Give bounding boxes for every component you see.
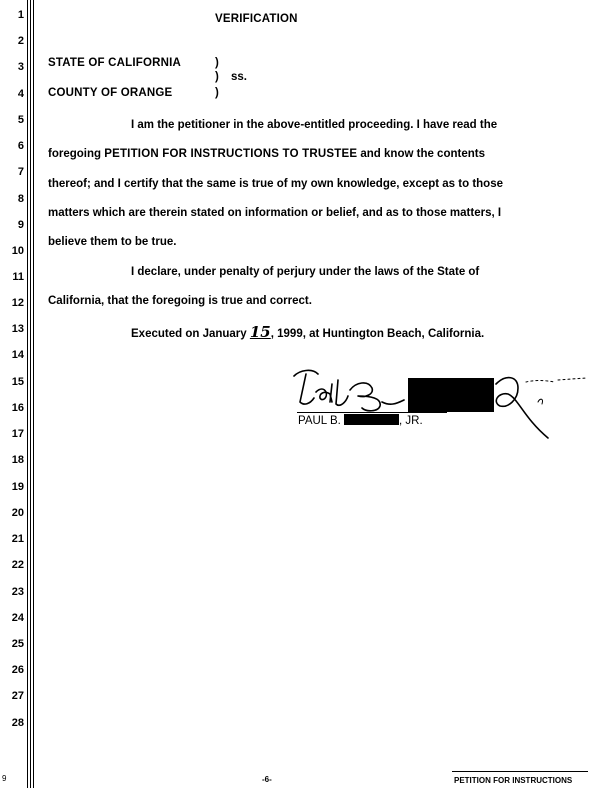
petition-title: PETITION FOR INSTRUCTIONS TO TRUSTEE: [104, 148, 358, 160]
body-paragraph-1-line-4: matters which are therein stated on information or belief, and as to those matters, I: [48, 207, 502, 219]
signature-redaction: [408, 378, 494, 412]
line-number: 22: [11, 559, 24, 571]
line-number: 2: [17, 35, 24, 47]
footer-page-number: -6-: [262, 775, 272, 784]
line-number: 28: [11, 717, 24, 729]
line-number: 19: [11, 481, 24, 493]
line-number: 13: [11, 323, 24, 335]
name-redaction: [344, 414, 399, 425]
line-number: 9: [17, 219, 24, 231]
line-number: 24: [11, 612, 24, 624]
footer-left-mark: 9: [2, 774, 7, 783]
margin-rule-left-2: [30, 0, 31, 788]
execution-day-handwritten: 15: [249, 323, 271, 341]
venue-brace-bottom: ): [215, 87, 219, 99]
execution-line: [131, 325, 484, 341]
line-number: 5: [17, 114, 24, 126]
margin-rule-left-3: [33, 0, 34, 788]
line-number: 18: [11, 454, 24, 466]
line-number: 23: [11, 586, 24, 598]
footer-rule: [452, 771, 588, 772]
signer-name-suffix: , JR.: [399, 415, 423, 427]
line-number: 11: [12, 271, 24, 283]
line-number: 20: [11, 507, 24, 519]
line-number: 4: [17, 88, 24, 100]
body-text: and know the contents: [357, 148, 485, 160]
line-number: 25: [11, 638, 24, 650]
line-number: 27: [11, 690, 24, 702]
line-number: 16: [11, 402, 24, 414]
body-paragraph-1-line-3: thereof; and I certify that the same is true of my own knowledge, except as to those: [48, 178, 503, 190]
venue-state: STATE OF CALIFORNIA: [48, 57, 182, 69]
document-heading: VERIFICATION: [215, 13, 298, 25]
line-number: 26: [11, 664, 24, 676]
body-text: foregoing: [48, 148, 105, 160]
line-number: 1: [17, 9, 24, 21]
execution-text: , 1999, at Huntington Beach, California.: [270, 328, 485, 340]
body-paragraph-1-line-1: I am the petitioner in the above-entitled proceeding. I have read the: [131, 119, 498, 131]
venue-brace-top: ): [215, 57, 219, 69]
signer-name-first: PAUL B.: [298, 415, 341, 427]
margin-rule-left-1: [27, 0, 28, 788]
line-number: 15: [11, 376, 24, 388]
venue-ss: ss.: [231, 71, 247, 83]
body-paragraph-1-line-2: [48, 147, 485, 161]
line-number: 17: [11, 428, 24, 440]
line-number: 7: [17, 166, 24, 178]
line-number: 21: [11, 533, 24, 545]
venue-county: COUNTY OF ORANGE: [48, 87, 173, 99]
line-number: 3: [17, 61, 24, 73]
execution-text: Executed on January: [131, 328, 250, 340]
body-paragraph-1-line-5: believe them to be true.: [48, 236, 177, 248]
venue-brace-mid: ): [215, 71, 219, 83]
body-paragraph-2-line-1: I declare, under penalty of perjury under the laws of the State of: [131, 266, 480, 278]
line-number: 6: [17, 140, 24, 152]
footer-document-title: PETITION FOR INSTRUCTIONS: [454, 776, 573, 785]
body-paragraph-2-line-2: California, that the foregoing is true and correct.: [48, 295, 312, 307]
line-number: 10: [11, 245, 24, 257]
line-number: 12: [11, 297, 24, 309]
signature-line: [297, 412, 447, 413]
signer-name: [298, 414, 423, 428]
line-number: 8: [17, 193, 24, 205]
line-number: 14: [11, 349, 24, 361]
